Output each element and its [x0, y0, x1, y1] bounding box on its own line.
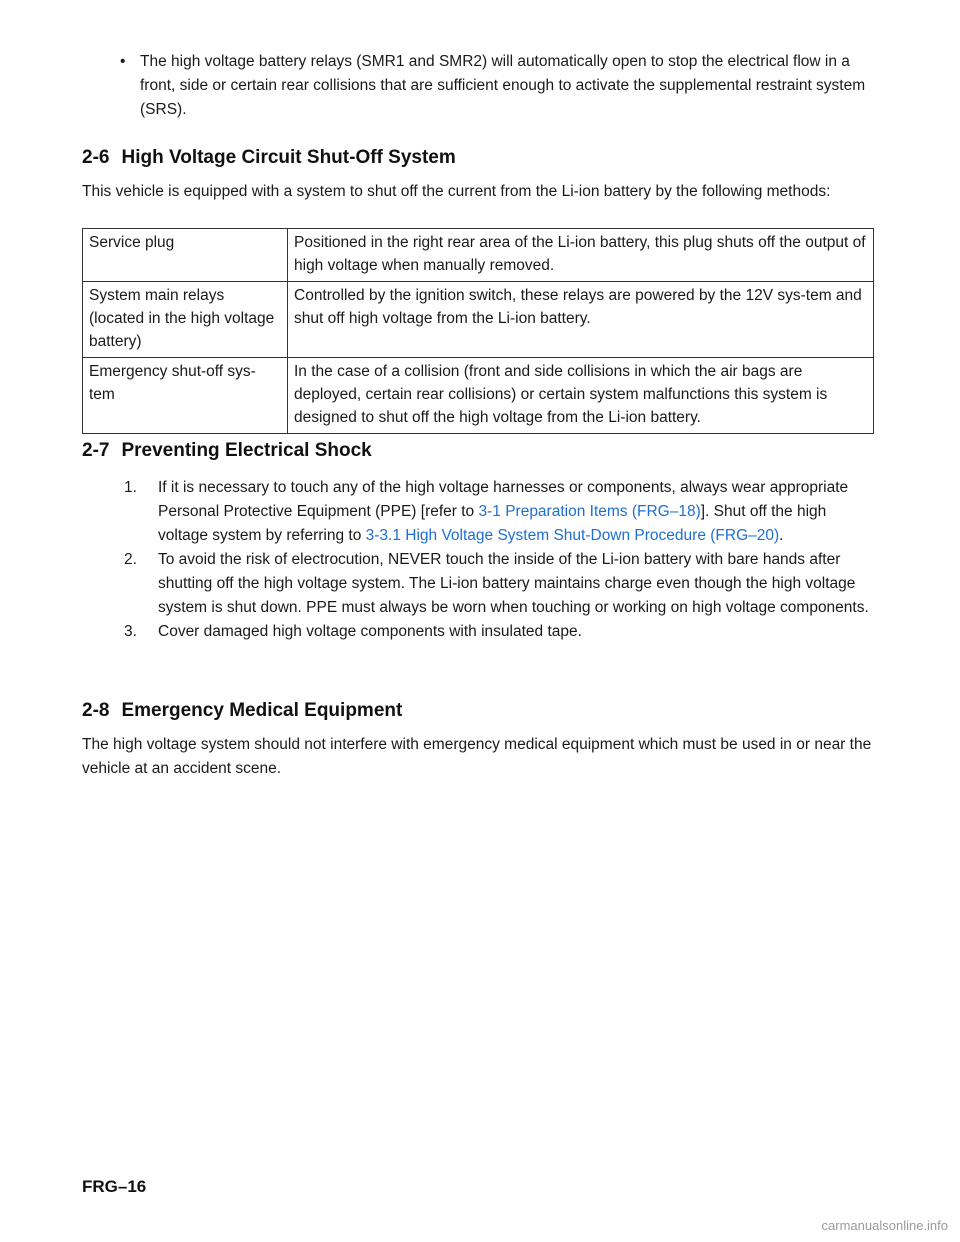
- bullet-text: The high voltage battery relays (SMR1 and SMR2) will automatically open to stop the electrical flow in a front, side or certain rear collisions that are sufficient enough to activate the supplemental restraint system (SRS).: [140, 53, 866, 118]
- preparation-items-link[interactable]: 3-1 Preparation Items (FRG–18): [478, 503, 701, 520]
- page-number: FRG–16: [82, 1177, 147, 1196]
- section-2-7-heading: [82, 440, 372, 462]
- step-text: ]. Shut off the high voltage system by referring to: [158, 503, 827, 544]
- step-number: 1.: [124, 479, 137, 496]
- table-row: [83, 229, 874, 282]
- section-title: Preventing Electrical Shock: [121, 440, 372, 461]
- list-item: [124, 548, 869, 620]
- method-name: Emergency shut-off sys-tem: [83, 358, 288, 434]
- table-row: [83, 282, 874, 358]
- section-2-8-body: The high voltage system should not interfere with emergency medical equipment which must be used in or near the vehicle at an accident scene.: [82, 736, 872, 777]
- bullet-marker: •: [120, 53, 126, 70]
- method-name: System main relays (located in the high voltage battery): [83, 282, 288, 358]
- step-text: .: [779, 527, 784, 544]
- method-description: In the case of a collision (front and side collisions in which the air bags are deployed, certain rear collisions) or certain system malfunctions this system is designed to shut off the high voltage from the Li-ion battery.: [288, 358, 874, 434]
- shutdown-procedure-link[interactable]: 3-3.1 High Voltage System Shut-Down Procedure (FRG–20): [365, 527, 780, 544]
- section-title: Emergency Medical Equipment: [121, 700, 403, 721]
- list-item: [124, 620, 869, 644]
- section-2-8-heading: [82, 700, 402, 722]
- srs-relay-bullet: [120, 50, 880, 122]
- table-row: [83, 358, 874, 434]
- step-number: 3.: [124, 623, 137, 640]
- section-number: 2-8: [82, 700, 110, 721]
- section-title: High Voltage Circuit Shut-Off System: [121, 147, 456, 168]
- shutoff-methods-table: [82, 228, 874, 434]
- step-number: 2.: [124, 551, 137, 568]
- section-number: 2-7: [82, 440, 110, 461]
- method-name: Service plug: [83, 229, 288, 282]
- section-2-6-heading: [82, 147, 456, 169]
- method-description: Controlled by the ignition switch, these relays are powered by the 12V sys-tem and shut off high voltage from the Li-ion battery.: [288, 282, 874, 358]
- shock-prevention-steps: [124, 476, 869, 644]
- step-text: To avoid the risk of electrocution, NEVER touch the inside of the Li-ion battery with bare hands after shutting off the high voltage system. The Li-ion battery maintains charge even though the high voltage system is shut down. PPE must always be worn when touching or working on high voltage components.: [158, 551, 869, 616]
- list-item: [124, 476, 869, 548]
- watermark-text: carmanualsonline.info: [821, 1218, 948, 1233]
- section-number: 2-6: [82, 147, 110, 168]
- step-text: If it is necessary to touch any of the high voltage harnesses or components, always wear appropriate Personal Protective Equipment (PPE) [refer to: [158, 479, 849, 520]
- method-description: Positioned in the right rear area of the Li-ion battery, this plug shuts off the output of high voltage when manually removed.: [288, 229, 874, 282]
- section-2-6-intro: This vehicle is equipped with a system to shut off the current from the Li-ion battery by the following methods:: [82, 183, 831, 200]
- step-text: Cover damaged high voltage components with insulated tape.: [158, 623, 582, 640]
